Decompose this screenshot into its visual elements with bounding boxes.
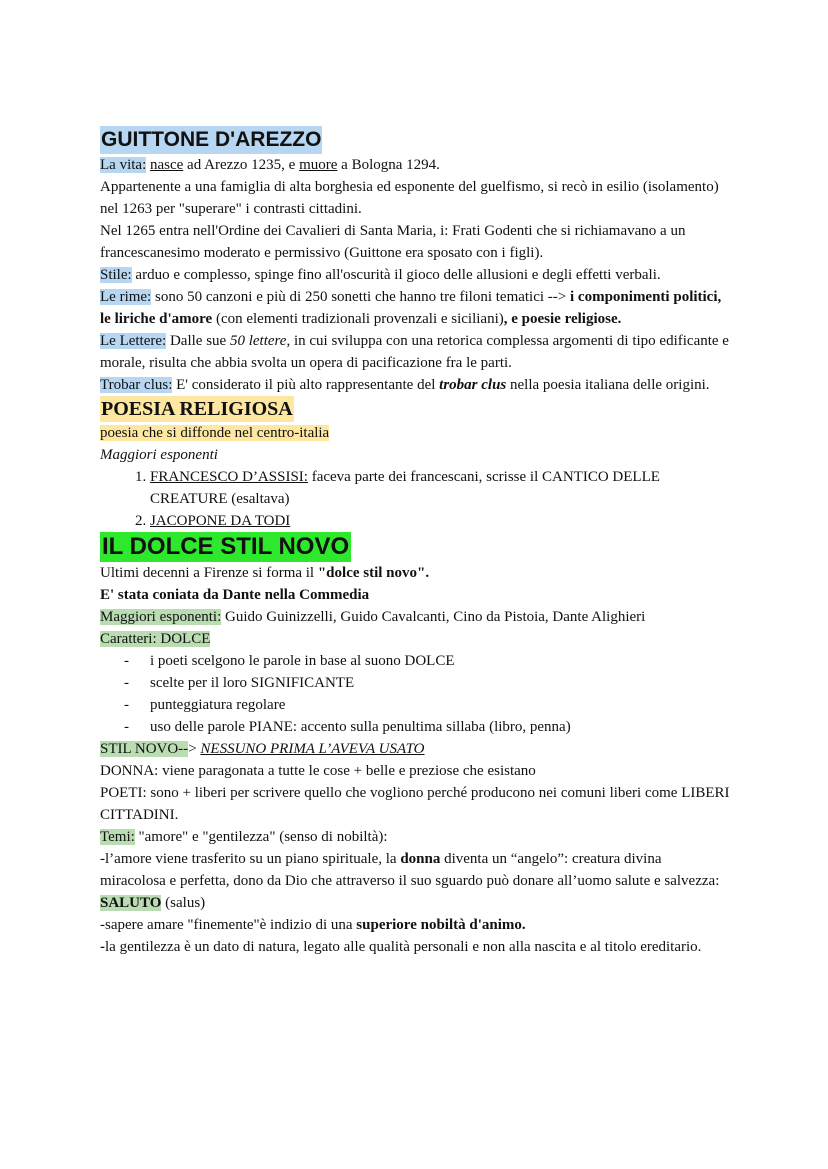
rime-bold1: i componimenti politici, le liriche d'amore (100, 289, 722, 327)
trobar-a: E' considerato il più alto rappresentante del (172, 377, 440, 393)
sapere-bold: superiore nobiltà d'animo. (356, 917, 526, 933)
list-item: - uso delle parole PIANE: accento sulla penultima sillaba (libro, penna) (100, 716, 730, 738)
esponenti-text: Guido Guinizzelli, Guido Cavalcanti, Cino da Pistoia, Dante Alighieri (221, 609, 646, 625)
sapere-a: -sapere amare "finemente"è indizio di una (100, 917, 357, 933)
temi-label: Temi: (100, 829, 135, 845)
amore-bold: donna (400, 851, 441, 867)
guittone-heading: GUITTONE D'AREZZO (100, 126, 322, 154)
guittone-stile (100, 264, 730, 286)
guittone-p1: Appartenente a una famiglia di alta borghesia ed esponente del guelfismo, si recò in esilio (isolamento) nel 1263 per "superare" i contrasti cittadini. (100, 179, 719, 217)
stile-label: Stile: (100, 267, 132, 283)
salus: (salus) (161, 895, 206, 911)
stil-label: STIL NOVO-- (100, 741, 189, 757)
trobar-bold-italic: trobar clus (439, 377, 507, 393)
stilnovo-gentilezza (100, 936, 730, 958)
stilnovo-donna: DONNA: viene paragonata a tutte le cose + belle e preziose che esistano (100, 763, 536, 779)
rime-label: Le rime: (100, 289, 152, 305)
vita-label: La vita: (100, 157, 147, 173)
stilnovo-caratteri (100, 628, 730, 650)
stilnovo-sapere (100, 914, 730, 936)
trobar-b: nella poesia italiana delle origini. (506, 377, 710, 393)
saluto-badge: SALUTO (100, 895, 162, 911)
stilnovo-heading: IL DOLCE STIL NOVO (102, 533, 350, 560)
esponenti-label: Maggiori esponenti: (100, 609, 222, 625)
vita-mid: ad Arezzo 1235, e (183, 157, 300, 173)
guittone-lettere (100, 330, 730, 374)
lettere-a: Dalle sue (166, 333, 230, 349)
guittone-vita (100, 154, 730, 176)
stilnovo-amore (100, 848, 730, 914)
gentilezza-text: la gentilezza è un dato di natura, legato alle qualità personali e non alla nascita e al titolo ereditario. (105, 939, 702, 955)
l1-b: "dolce stil novo". (317, 565, 430, 581)
guittone-trobar (100, 374, 730, 396)
stilnovo-l1 (100, 562, 730, 584)
list-item: - i poeti scelgono le parole in base al suono DOLCE (100, 650, 730, 672)
amore-a: -l’amore viene trasferito su un piano spirituale, la (100, 851, 401, 867)
caratteri-label: Caratteri: DOLCE (100, 631, 211, 647)
jacopone-name: JACOPONE DA TODI (150, 513, 291, 529)
guittone-rime (100, 286, 730, 330)
francesco-text: faceva parte dei francescani, scrisse il CANTICO DELLE CREATURE (esaltava) (150, 469, 660, 507)
l2-bold: E' stata coniata da Dante nella Commedia (100, 587, 370, 603)
stilnovo-esponenti (100, 606, 730, 628)
vita-nasce: nasce (149, 157, 184, 173)
temi-text: "amore" e "gentilezza" (senso di nobiltà): (134, 829, 388, 845)
trobar-label: Trobar clus: (100, 377, 173, 393)
stilnovo-stil (100, 738, 730, 760)
list-item (150, 510, 730, 532)
rime-bold2: , e poesie religiose. (503, 311, 622, 327)
stilnovo-poeti: POETI: sono + liberi per scrivere quello che vogliono perché producono nei comuni liberi come LIBERI CITTADINI. (100, 785, 730, 823)
religiosa-list (100, 466, 730, 532)
amore-b: diventa un “angelo”: creatura divina miracolosa e perfetta, dono da Dio che attraverso il suo sguardo può donare all’uomo salute e salvezza: (100, 851, 720, 889)
religiosa-subtitle-row (100, 422, 730, 444)
l1-a: Ultimi decenni a Firenze si forma il (100, 565, 318, 581)
stil-arrow: > (188, 741, 201, 757)
stilnovo-temi (100, 826, 730, 848)
caratteri-list (100, 650, 730, 738)
gentilezza-dash: - (100, 939, 105, 955)
list-item (150, 466, 730, 510)
document-content (100, 126, 730, 958)
list-item: - punteggiatura regolare (100, 694, 730, 716)
rime-paren: (con elementi tradizionali provenzali e siciliani) (212, 311, 504, 327)
religiosa-subtitle: poesia che si diffonde nel centro-italia (100, 425, 330, 441)
guittone-p2: Nel 1265 entra nell'Ordine dei Cavalieri di Santa Maria, i: Frati Godenti che si richiamavano a un francescanesimo moderato e permissivo (Guittone era sposato con i figli). (100, 223, 686, 261)
lettere-italic: 50 lettere (229, 333, 287, 349)
religiosa-maggiori (100, 444, 730, 466)
lettere-label: Le Lettere: (100, 333, 167, 349)
stile-text: arduo e complesso, spinge fino all'oscurità il gioco delle allusioni e degli effetti verbali. (131, 267, 661, 283)
vita-muore: muore (299, 157, 338, 173)
rime-text: sono 50 canzoni e più di 250 sonetti che hanno tre filoni tematici --> (151, 289, 571, 305)
maggiori-italic: Maggiori esponenti (100, 447, 218, 463)
list-item: - scelte per il loro SIGNIFICANTE (100, 672, 730, 694)
stil-italic: NESSUNO PRIMA L’AVEVA USATO (200, 741, 425, 757)
lettere-b: , in cui sviluppa con una retorica complessa argomenti di tipo edificante e morale, risulta che abbia svolta un opera di pacificazione fra le parti. (100, 333, 729, 371)
francesco-name: FRANCESCO D’ASSISI: (150, 469, 308, 485)
vita-end: a Bologna 1294. (337, 157, 440, 173)
religiosa-heading: POESIA RELIGIOSA (101, 398, 293, 420)
stilnovo-l2 (100, 584, 730, 606)
